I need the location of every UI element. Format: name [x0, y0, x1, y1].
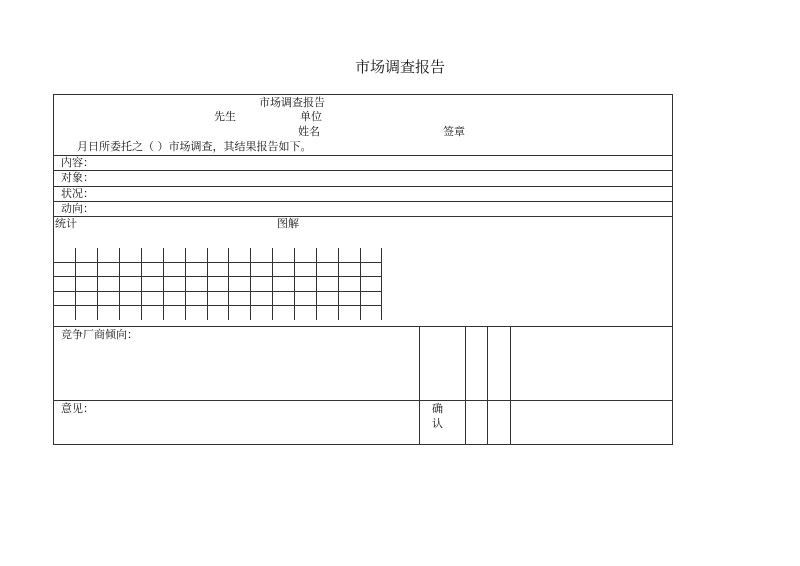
grid-cell: [185, 277, 207, 291]
trend-label: 动向：: [61, 202, 94, 215]
grid-cell: [316, 291, 338, 305]
stats-label: 统计: [55, 217, 77, 230]
grid-cell: [185, 306, 207, 320]
grid-cell: [163, 262, 185, 276]
grid-cell: [141, 306, 163, 320]
grid-cell: [185, 262, 207, 276]
grid-cell: [54, 262, 76, 276]
grid-cell: [338, 277, 360, 291]
grid-cell: [273, 291, 295, 305]
stats-grid: [54, 248, 382, 320]
grid-cell: [273, 277, 295, 291]
divider: [54, 170, 672, 171]
grid-cell: [207, 306, 229, 320]
grid-cell: [338, 248, 360, 262]
column-divider: [487, 326, 488, 444]
divider: [54, 201, 672, 202]
grid-cell: [229, 277, 251, 291]
grid-row: [54, 291, 382, 305]
grid-cell: [207, 262, 229, 276]
form-subtitle: 市场调查报告: [259, 96, 325, 109]
content-label: 内容：: [61, 156, 94, 169]
unit-label: 单位: [300, 110, 322, 123]
grid-cell: [273, 306, 295, 320]
grid-cell: [273, 262, 295, 276]
divider: [54, 326, 672, 327]
grid-cell: [316, 262, 338, 276]
grid-cell: [251, 262, 273, 276]
grid-cell: [163, 277, 185, 291]
grid-cell: [98, 248, 120, 262]
grid-cell: [316, 248, 338, 262]
grid-row: [54, 248, 382, 262]
grid-cell: [76, 291, 98, 305]
grid-cell: [294, 291, 316, 305]
grid-cell: [141, 262, 163, 276]
divider: [54, 155, 672, 156]
grid-cell: [360, 277, 382, 291]
grid-cell: [316, 306, 338, 320]
grid-cell: [251, 277, 273, 291]
grid-cell: [207, 248, 229, 262]
confirm-label-1: 确: [432, 402, 443, 415]
grid-cell: [98, 306, 120, 320]
diagram-label: 图解: [277, 217, 299, 230]
intro-sentence: 月日所委托之（ ）市场调查，其结果报告如下。: [77, 140, 312, 153]
grid-cell: [141, 277, 163, 291]
mr-label: 先生: [214, 110, 236, 123]
grid-cell: [98, 262, 120, 276]
grid-cell: [141, 291, 163, 305]
grid-cell: [207, 277, 229, 291]
grid-cell: [207, 291, 229, 305]
grid-cell: [338, 262, 360, 276]
report-form: [53, 94, 673, 445]
grid-cell: [98, 277, 120, 291]
grid-cell: [360, 306, 382, 320]
grid-cell: [54, 277, 76, 291]
grid-cell: [141, 248, 163, 262]
grid-cell: [54, 306, 76, 320]
grid-cell: [120, 306, 142, 320]
target-label: 对象：: [61, 171, 94, 184]
grid-cell: [54, 248, 76, 262]
opinion-label: 意见：: [61, 402, 94, 415]
grid-cell: [163, 306, 185, 320]
name-label: 姓名: [298, 125, 320, 138]
grid-cell: [98, 291, 120, 305]
grid-cell: [163, 248, 185, 262]
grid-cell: [120, 248, 142, 262]
grid-cell: [360, 248, 382, 262]
grid-cell: [76, 306, 98, 320]
grid-cell: [163, 291, 185, 305]
grid-cell: [316, 277, 338, 291]
divider: [54, 216, 672, 217]
grid-cell: [251, 248, 273, 262]
grid-cell: [251, 306, 273, 320]
grid-cell: [185, 291, 207, 305]
grid-cell: [338, 291, 360, 305]
seal-label: 签章: [443, 125, 465, 138]
grid-cell: [120, 262, 142, 276]
grid-cell: [76, 262, 98, 276]
grid-cell: [251, 291, 273, 305]
divider: [54, 186, 672, 187]
grid-cell: [294, 248, 316, 262]
grid-cell: [338, 306, 360, 320]
grid-cell: [76, 277, 98, 291]
grid-row: [54, 262, 382, 276]
status-label: 状况：: [61, 187, 94, 200]
grid-cell: [294, 262, 316, 276]
grid-cell: [294, 277, 316, 291]
grid-cell: [229, 248, 251, 262]
grid-cell: [120, 291, 142, 305]
grid-cell: [273, 248, 295, 262]
divider: [54, 400, 672, 401]
grid-cell: [294, 306, 316, 320]
grid-cell: [360, 291, 382, 305]
competitor-label: 竞争厂商倾向：: [61, 328, 138, 341]
grid-row: [54, 277, 382, 291]
grid-cell: [229, 306, 251, 320]
grid-cell: [360, 262, 382, 276]
grid-cell: [54, 291, 76, 305]
column-divider: [510, 326, 511, 444]
grid-row: [54, 306, 382, 320]
column-divider: [419, 326, 420, 444]
grid-cell: [229, 262, 251, 276]
grid-cell: [229, 291, 251, 305]
grid-cell: [185, 248, 207, 262]
grid-cell: [120, 277, 142, 291]
page-title: 市场调查报告: [354, 58, 445, 76]
column-divider: [465, 326, 466, 444]
confirm-label-2: 认: [432, 417, 443, 430]
grid-cell: [76, 248, 98, 262]
